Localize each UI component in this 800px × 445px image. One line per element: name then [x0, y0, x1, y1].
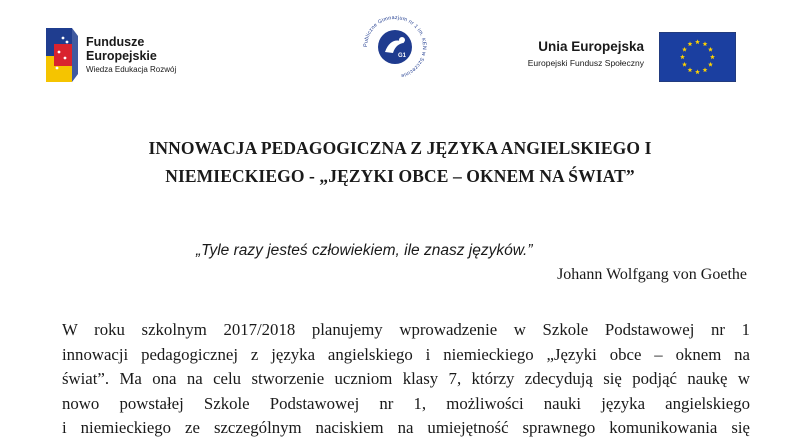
quote-author: Johann Wolfgang von Goethe [557, 266, 747, 283]
fundusze-europejskie-mark-icon [46, 28, 78, 82]
document-title [60, 134, 740, 190]
body-line: nowo powstałej Szkole Podstawowej nr 1, możliwości nauki języka angielskiego [62, 393, 750, 413]
body-paragraph [62, 318, 750, 441]
fundusze-europejskie-logo [46, 28, 236, 82]
title-line-1: INNOWACJA PEDAGOGICZNA Z JĘZYKA ANGIELSKIEGO I [148, 138, 652, 158]
eu-logo-title: Unia Europejska [538, 39, 644, 54]
school-seal [358, 10, 432, 84]
body-line: świat”. Ma ona na celu stworzenie uczniom klasy 7, którzy zdecydują się podjąć naukę w [62, 369, 750, 388]
fe-logo-tagline: Wiedza Edukacja Rozwój [86, 65, 177, 74]
unia-europejska-logo [496, 32, 736, 82]
seal-center-label: G1 [397, 53, 407, 59]
logo-header [0, 0, 800, 100]
eu-logo-subtitle: Europejski Fundusz Społeczny [527, 58, 644, 68]
eu-flag-icon [659, 32, 736, 82]
fe-logo-line2: Europejskie [86, 49, 157, 63]
seal-ring-text: Publiczne Gimnazjum nr 1 im. KEN w Szczecinie [362, 14, 428, 79]
fe-logo-line1: Fundusze [86, 35, 145, 49]
body-line: innowacji pedagogicznej z języka angielskiego i niemieckiego „Języki obce – oknem na [62, 344, 750, 364]
body-line: W roku szkolnym 2017/2018 planujemy wprowadzenie w Szkole Podstawowej nr 1 [62, 320, 750, 339]
body-line: i niemieckiego ze szczególnym naciskiem na umiejętność sprawnego komunikowania się [62, 418, 750, 437]
goethe-quote: „Tyle razy jesteś człowiekiem, ile znasz języków.” [196, 242, 533, 259]
school-seal-icon [358, 10, 432, 84]
title-line-2: NIEMIECKIEGO - „JĘZYKI OBCE – OKNEM NA ŚWIAT” [165, 166, 635, 186]
